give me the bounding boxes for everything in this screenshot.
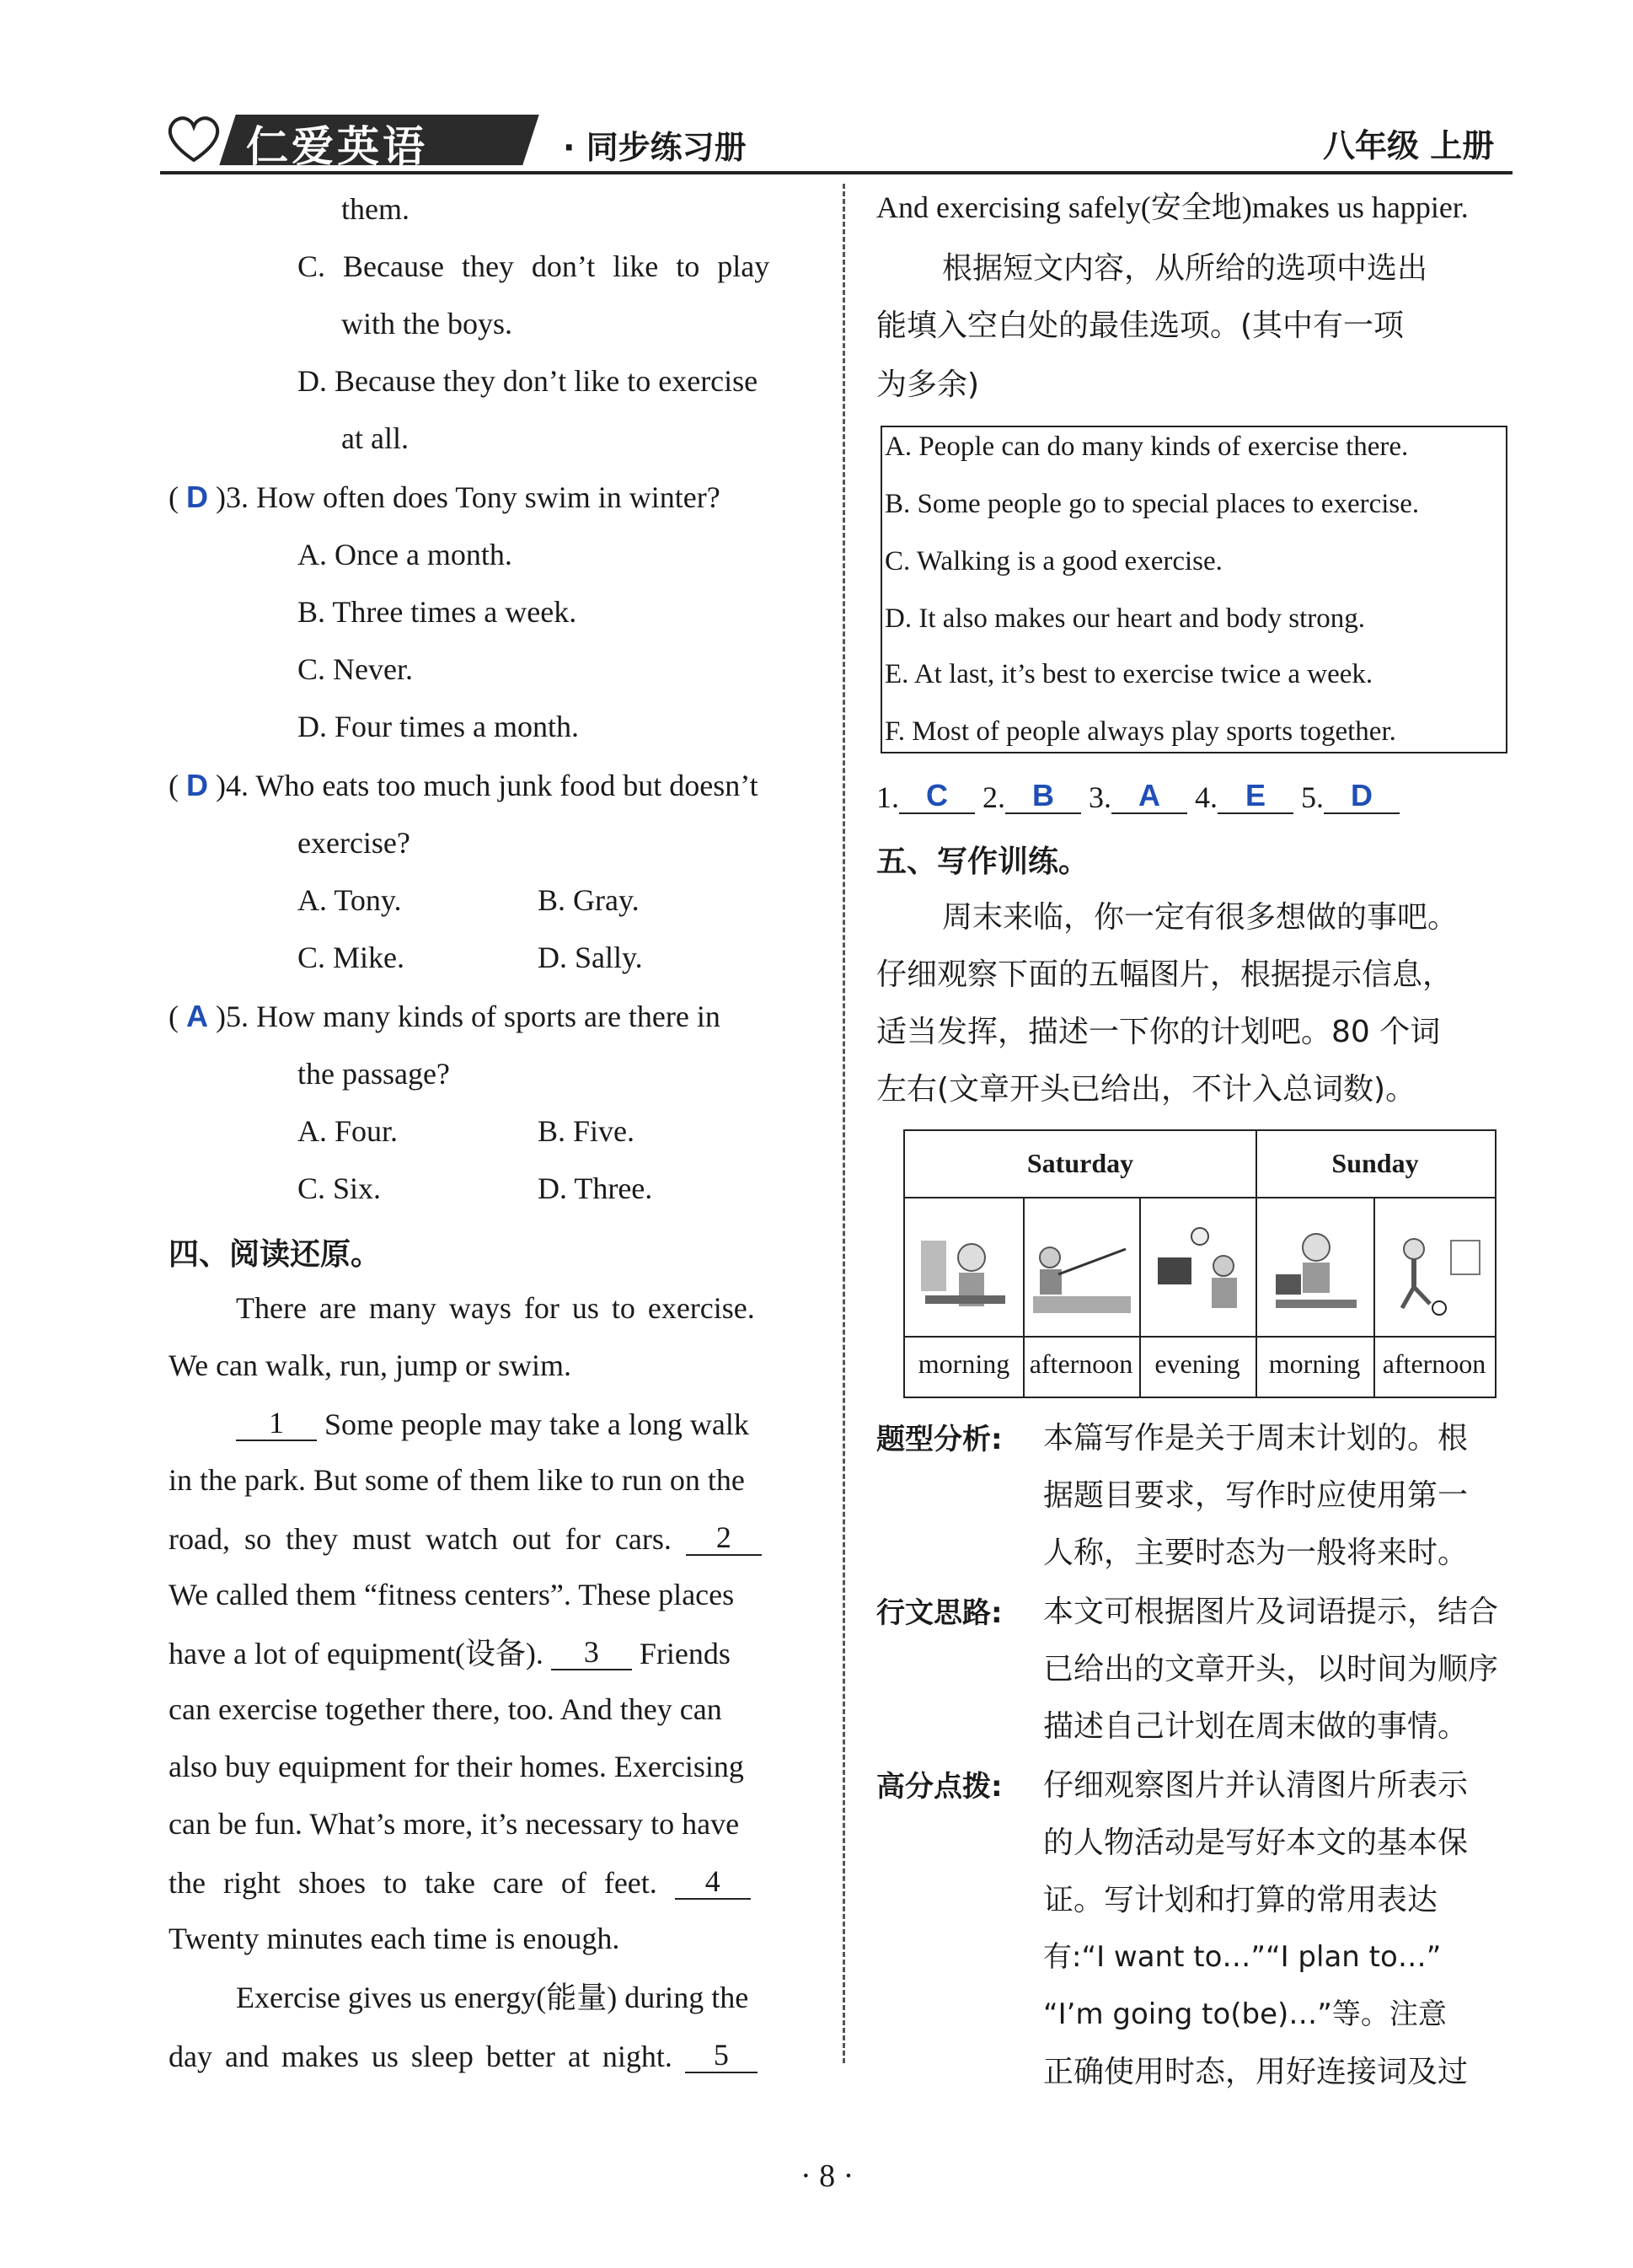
- computer-picture-icon: [1267, 1215, 1365, 1325]
- option-e: E. At last, it’s best to exercise twice a week.: [885, 659, 1373, 689]
- q3-option: A. Once a month.: [297, 538, 512, 571]
- q4-option: A. Tony.: [297, 883, 402, 917]
- q5-option: B. Five.: [538, 1114, 635, 1148]
- q5-option: D. Three.: [538, 1172, 653, 1205]
- time-morning: morning: [918, 1348, 1010, 1379]
- q5-option: A. Four.: [297, 1114, 399, 1148]
- passage-line-blank1: 1 Some people may take a long walk: [236, 1406, 749, 1441]
- text-line: with the boys.: [341, 307, 512, 340]
- header-rule: [160, 171, 1513, 174]
- analysis-line: 本篇写作是关于周末计划的。根: [1043, 1421, 1469, 1456]
- passage-line-blank2: road, so they must watch out for cars. 2: [169, 1520, 762, 1556]
- answer-blank-5: D: [1324, 779, 1400, 814]
- passage-line-blank5: day and makes us sleep better at night. 5: [169, 2038, 758, 2073]
- answer-blank-2: B: [1005, 779, 1081, 814]
- answer-line: 1. C 2. B 3. A 4. E 5. D: [876, 779, 1400, 814]
- day-saturday: Saturday: [1026, 1148, 1134, 1178]
- approach-line: 已给出的文章开头，以时间为顺序: [1043, 1652, 1499, 1686]
- option-b: B. Some people go to special places to exercise.: [885, 489, 1420, 519]
- analysis-line: 据题目要求，写作时应使用第一: [1043, 1478, 1469, 1513]
- time-evening: evening: [1154, 1348, 1240, 1379]
- analysis-label: 题型分析:: [876, 1423, 1003, 1456]
- option-c: C. Walking is a good exercise.: [885, 546, 1223, 576]
- grade-label: 八年级 上册: [1323, 127, 1495, 164]
- passage-line: Exercise gives us energy(能量) during the: [236, 1981, 749, 2014]
- passage-line: We called them “fitness centers”. These places: [169, 1578, 735, 1611]
- fishing-picture-icon: [1033, 1215, 1131, 1325]
- blank-1: 1: [236, 1406, 317, 1441]
- blank-3: 3: [551, 1635, 632, 1670]
- day-sunday: Sunday: [1331, 1148, 1419, 1178]
- schedule-table: [903, 1129, 1496, 1398]
- passage-line: can be fun. What’s more, it’s necessary to have: [169, 1807, 740, 1841]
- football-picture-icon: [1384, 1215, 1485, 1325]
- series-title: · 同步练习册: [563, 129, 747, 166]
- q4-option: B. Gray.: [538, 883, 640, 917]
- option-d: D. Because they don’t like to exercise: [297, 364, 758, 398]
- tips-line: “I’m going to(be)…”等。注意: [1043, 1997, 1447, 2031]
- approach-line: 描述自己计划在周末做的事情。: [1043, 1709, 1469, 1744]
- column-divider: [843, 184, 845, 2063]
- time-afternoon: afternoon: [1029, 1348, 1133, 1379]
- text-line: them.: [341, 192, 410, 226]
- passage-line: in the park. But some of them like to run on the: [169, 1463, 745, 1497]
- instruction-line: 为多余): [876, 367, 980, 402]
- question-5: ( A )5. How many kinds of sports are there in: [169, 999, 720, 1033]
- passage-line: Twenty minutes each time is enough.: [169, 1922, 620, 1955]
- answer-blank-3: A: [1111, 779, 1187, 814]
- time-afternoon: afternoon: [1382, 1348, 1486, 1379]
- q3-option: B. Three times a week.: [297, 595, 577, 629]
- passage-line: We can walk, run, jump or swim.: [169, 1348, 572, 1382]
- prompt-line: 仔细观察下面的五幅图片，根据提示信息，: [876, 957, 1454, 992]
- passage-line: can exercise together there, too. And they can: [169, 1692, 722, 1726]
- option-a: A. People can do many kinds of exercise there.: [885, 432, 1409, 462]
- instruction-line: 能填入空白处的最佳选项。(其中有一项: [876, 308, 1405, 343]
- blank-5: 5: [685, 2038, 758, 2073]
- reading-picture-icon: [917, 1215, 1011, 1325]
- passage-line-blank4: the right shoes to take care of feet. 4: [169, 1864, 751, 1900]
- text-line: at all.: [341, 421, 409, 455]
- analysis-line: 人称，主要时态为一般将来时。: [1043, 1536, 1469, 1570]
- blank-4: 4: [675, 1864, 751, 1900]
- option-c: C. Because they don’t like to play: [297, 249, 770, 283]
- page-number: · 8 ·: [800, 2158, 854, 2194]
- question-3: ( D )3. How often does Tony swim in winter?: [169, 480, 720, 514]
- tips-label: 高分点拨:: [876, 1770, 1003, 1804]
- blank-2: 2: [686, 1520, 762, 1556]
- tips-line: 的人物活动是写好本文的基本保: [1043, 1826, 1469, 1860]
- q5-stem-cont: the passage?: [297, 1057, 450, 1091]
- answer-blank-1: C: [899, 779, 975, 814]
- prompt-line: 适当发挥，描述一下你的计划吧。80 个词: [876, 1015, 1441, 1049]
- tips-line: 仔细观察图片并认清图片所表示: [1043, 1768, 1469, 1803]
- passage-end: And exercising safely(安全地)makes us happier.: [876, 190, 1469, 224]
- instruction-line: 根据短文内容，从所给的选项中选出: [942, 251, 1428, 286]
- approach-line: 本文可根据图片及词语提示，结合: [1043, 1595, 1499, 1629]
- q3-option: C. Never.: [297, 652, 413, 686]
- answer-5: A: [186, 999, 208, 1033]
- prompt-line: 左右(文章开头已给出，不计入总词数)。: [876, 1072, 1416, 1107]
- passage-line: There are many ways for us to exercise.: [236, 1291, 755, 1325]
- time-morning: morning: [1268, 1348, 1361, 1379]
- options-box: [881, 426, 1507, 753]
- option-d: D. It also makes our heart and body strong.: [885, 603, 1366, 634]
- passage-line: also buy equipment for their homes. Exercising: [169, 1750, 744, 1783]
- approach-label: 行文思路:: [876, 1596, 1003, 1630]
- answer-3: D: [186, 480, 208, 514]
- q3-option: D. Four times a month.: [297, 710, 579, 743]
- tv-picture-icon: [1149, 1215, 1247, 1325]
- question-4: ( D )4. Who eats too much junk food but doesn’t: [169, 768, 758, 802]
- prompt-line: 周末来临，你一定有很多想做的事吧。: [942, 900, 1459, 935]
- answer-blank-4: E: [1218, 779, 1293, 814]
- tips-line: 正确使用时态，用好连接词及过: [1043, 2055, 1469, 2089]
- section-5-title: 五、写作训练。: [876, 844, 1090, 879]
- q4-stem-cont: exercise?: [297, 826, 410, 860]
- section-4-title: 四、阅读还原。: [169, 1237, 382, 1272]
- tips-line: 证。写计划和打算的常用表达: [1043, 1883, 1438, 1917]
- option-f: F. Most of people always play sports together.: [885, 716, 1396, 747]
- brand-title: 仁爱英语: [246, 122, 428, 171]
- logo-heart-icon: [164, 113, 223, 164]
- answer-4: D: [186, 768, 208, 802]
- tips-line: 有:“I want to…”“I plan to…”: [1043, 1940, 1442, 1974]
- q5-option: C. Six.: [297, 1172, 382, 1205]
- q4-option: C. Mike.: [297, 941, 405, 974]
- q4-option: D. Sally.: [538, 941, 643, 974]
- passage-line-blank3: have a lot of equipment(设备). 3 Friends: [169, 1635, 731, 1670]
